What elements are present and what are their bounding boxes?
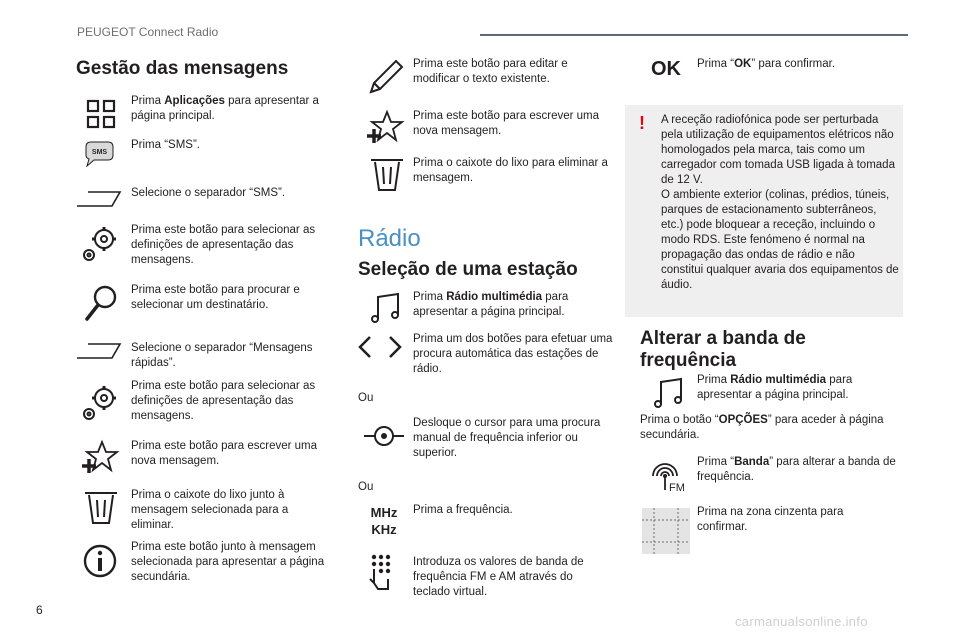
- or-label: Ou: [358, 392, 374, 404]
- warning-icon: !: [639, 113, 645, 133]
- instruction-new-message: Prima este botão para escrever uma nova mensagem.: [131, 440, 318, 467]
- watermark: carmanualsonline.info: [735, 614, 868, 629]
- grey-zone-icon: [642, 508, 690, 554]
- text-pre: Prima: [413, 291, 447, 303]
- instruction-write-message: Prima este botão para escrever uma nova mensagem.: [413, 110, 600, 137]
- mhz-label: MHz: [370, 505, 398, 520]
- warning-note: [625, 105, 903, 317]
- text-pre: Prima: [131, 95, 165, 107]
- tab-separator-icon: [76, 336, 122, 376]
- text-post: para apresentar a página principal.: [413, 291, 569, 318]
- instruction-secondary-page: Prima este botão junto à mensagem selecionada para apresentar a página secundária.: [131, 541, 325, 583]
- fm-label: FM: [669, 482, 685, 494]
- instruction-delete-selected: Prima o caixote do lixo junto à mensagem selecionada para a eliminar.: [131, 489, 289, 531]
- sms-icon: [82, 137, 122, 177]
- chapter-heading-radio: Rádio: [358, 225, 421, 252]
- new-message-icon: [80, 438, 120, 478]
- search-icon: [82, 283, 122, 323]
- pencil-icon: [365, 58, 405, 98]
- page-number: 6: [36, 603, 43, 617]
- seek-arrows-icon: [356, 333, 406, 373]
- instruction-virtual-keypad: Introduza os valores de banda de frequência FM e AM através do teclado virtual.: [413, 556, 584, 598]
- frequency-cursor-icon: [364, 420, 404, 460]
- instruction-quick-messages-tab: Selecione o separador “Mensagens rápidas”.: [131, 342, 313, 369]
- instruction-radio-main: [413, 290, 613, 320]
- gears-icon: [80, 383, 120, 423]
- running-header: PEUGEOT Connect Radio: [77, 25, 219, 39]
- text-bold: Rádio multimédia: [730, 374, 827, 386]
- text-bold: Aplicações: [164, 95, 225, 107]
- tab-separator-icon: [76, 184, 122, 224]
- text-post: ” para alterar a banda de frequência.: [697, 456, 896, 483]
- or-label-2: Ou: [358, 481, 374, 493]
- text-post: para apresentar a página principal.: [697, 374, 853, 401]
- instruction-edit-text: Prima este botão para editar e modificar o texto existente.: [413, 58, 568, 85]
- music-note-icon: [651, 374, 691, 414]
- instruction-apps: [131, 94, 326, 124]
- instruction-grey-zone: Prima na zona cinzenta para confirmar.: [697, 506, 844, 533]
- khz-label: KHz: [371, 522, 397, 537]
- text-bold: OPÇÕES: [718, 414, 768, 426]
- section-heading-band: Alterar a banda de frequência: [640, 328, 806, 371]
- text-pre: Prima: [697, 374, 731, 386]
- section-heading-messages: Gestão das mensagens: [76, 58, 289, 79]
- instruction-band: [697, 455, 897, 485]
- text-pre: Prima “: [697, 456, 735, 468]
- trash-icon: [82, 488, 122, 528]
- text-bold: Banda: [734, 456, 770, 468]
- warning-text: A receção radiofónica pode ser perturbada pela utilização de equipamentos elétricos não homologados pela marca, tais como um carregador com tomada USB ligada à tomada de 12 V. O ambiente exterior (colinas, prédios, túneis, parques de estacionamento subterrâneos, etc.) pode bloquear a receção, incluindo o modo RDS. Este fenómeno é normal na propagação das ondas de rádio e não constitui qualquer avaria dos equipamentos de áudio.: [661, 114, 899, 291]
- section-heading-station: Seleção de uma estação: [358, 259, 578, 280]
- trash-icon: [368, 155, 408, 195]
- instruction-manual-search: Desloque o cursor para uma procura manual de frequência inferior ou superior.: [413, 417, 601, 459]
- instruction-search-recipient: Prima este botão para procurar e selecionar um destinatário.: [131, 284, 300, 311]
- keypad-icon: [364, 553, 404, 593]
- instruction-options: [640, 413, 890, 443]
- apps-grid-icon: [82, 95, 122, 135]
- instruction-confirm: [697, 57, 897, 72]
- text-bold: Rádio multimédia: [446, 291, 543, 303]
- text-post: para apresentar a página principal.: [131, 95, 319, 122]
- text-pre: Prima “: [697, 58, 735, 70]
- text-bold: OK: [734, 58, 752, 70]
- instruction-sms-tab: Selecione o separador “SMS”.: [131, 187, 286, 199]
- fm-radio-icon: [647, 456, 687, 496]
- instruction-auto-search: Prima um dos botões para efetuar uma procura automática das estações de rádio.: [413, 333, 613, 375]
- music-note-icon: [368, 289, 408, 329]
- instruction-sms: Prima “SMS”.: [131, 139, 200, 151]
- ok-icon: OK: [651, 58, 681, 80]
- instruction-radio-main-2: [697, 373, 897, 403]
- header-rule: [480, 34, 908, 36]
- instruction-press-frequency: Prima a frequência.: [413, 504, 513, 516]
- svg-text:SMS: SMS: [91, 149, 108, 156]
- instruction-display-settings: Prima este botão para selecionar as definições de apresentação das mensagens.: [131, 224, 316, 266]
- text-pre: Prima o botão “: [640, 414, 719, 426]
- new-message-icon: [365, 108, 405, 148]
- gears-icon: [80, 224, 120, 264]
- text-post: ” para aceder à página secundária.: [640, 414, 884, 441]
- instruction-delete-message: Prima o caixote do lixo para eliminar a mensagem.: [413, 157, 608, 184]
- instruction-display-settings-2: Prima este botão para selecionar as definições de apresentação das mensagens.: [131, 380, 316, 422]
- text-post: ” para confirmar.: [751, 58, 836, 70]
- info-icon: [82, 543, 122, 583]
- mhz-khz-icon: [364, 504, 404, 538]
